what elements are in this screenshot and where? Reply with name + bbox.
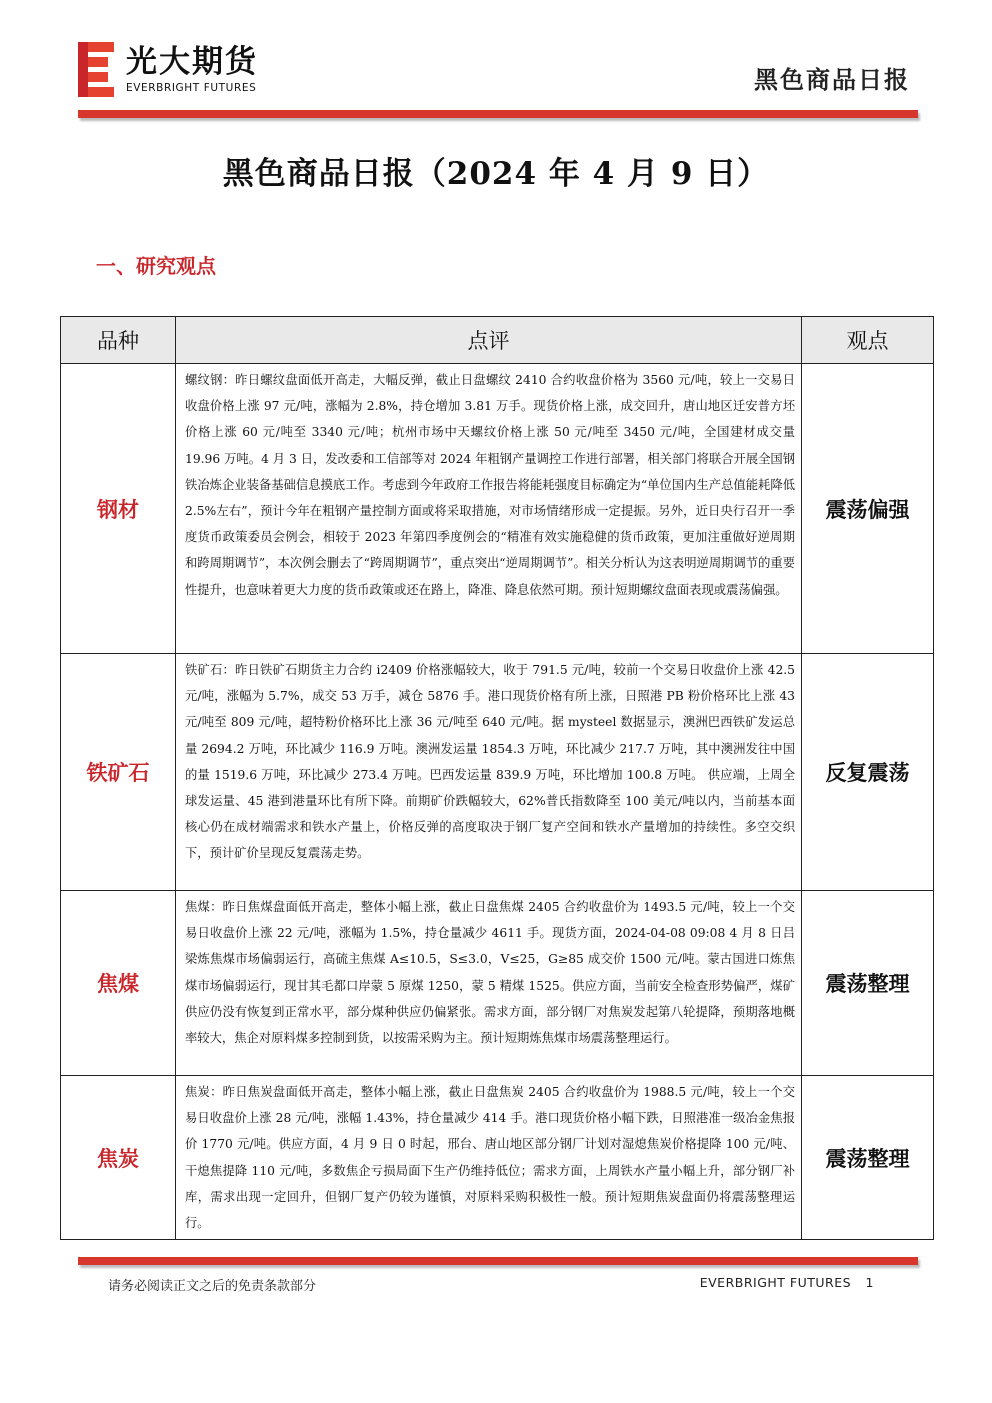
header-view: 观点	[802, 317, 934, 364]
table-header-row	[61, 317, 934, 364]
logo-text-cn: 光大期货	[126, 44, 258, 80]
footer-divider	[78, 1257, 918, 1265]
row-kind: 焦煤	[61, 891, 176, 1076]
table-row	[61, 891, 934, 1076]
footer-brand: EVERBRIGHT FUTURES	[699, 1275, 852, 1290]
section-title: 一、研究观点	[96, 254, 216, 278]
logo-text-en: EVERBRIGHT FUTURES	[126, 82, 257, 94]
page-number: 1	[865, 1275, 874, 1290]
row-comment: 焦煤：昨日焦煤盘面低开高走，整体小幅上涨，截止日盘焦煤 2405 合约收盘价为 1493.5 元/吨，较上一个交易日收盘价上涨 22 元/吨，涨幅为 1.5%，持仓量减少 4611 手。现货方面，2024-04-08 09:08 4 月 8 日吕梁炼焦煤市场偏弱运行，高硫主焦煤 A≤10.5，S≤3.0，V≤25，G≥85 成交价 1500 元/吨。蒙古国进口炼焦煤市场偏弱运行，现甘其毛都口岸蒙 5 原煤 1250，蒙 5 精煤 1525。供应方面，当前安全检查形势偏严，煤矿供应仍没有恢复到正常水平，部分煤种供应仍偏紧张。需求方面，部分钢厂对焦炭发起第八轮提降，预期落地概率较大，焦企对原料煤多控制到货，以按需采购为主。预计短期炼焦煤市场震荡整理运行。	[176, 891, 802, 1076]
row-view: 震荡整理	[802, 1076, 934, 1240]
row-comment: 螺纹钢：昨日螺纹盘面低开高走，大幅反弹，截止日盘螺纹 2410 合约收盘价格为 3560 元/吨，较上一交易日收盘价格上涨 97 元/吨，涨幅为 2.8%，持仓增加 3.81 万手。现货价格上涨，成交回升，唐山地区迁安普方坯价格上涨 60 元/吨至 3340 元/吨；杭州市场中天螺纹价格上涨 50 元/吨至 3450 元/吨，全国建材成交量 19.96 万吨。4 月 3 日，发改委和工信部等对 2024 年粗钢产量调控工作进行部署，相关部门将联合开展全国钢铁冶炼企业装备基础信息摸底工作。考虑到今年政府工作报告将能耗强度目标确定为“单位国内生产总值能耗降低 2.5%左右”，预计今年在粗钢产量控制方面或将采取措施，对市场情绪形成一定提振。另外，近日央行召开一季度货币政策委员会例会，相较于 2023 年第四季度例会的“精准有效实施稳健的货币政策，更加注重做好逆周期和跨周期调节”，本次例会删去了“跨周期调节”，重点突出“逆周期调节”。相关分析认为这表明逆周期调节的重要性提升，也意味着更大力度的货币政策或还在路上，降准、降息依然可期。预计短期螺纹盘面表现或震荡偏强。	[176, 364, 802, 654]
row-view: 反复震荡	[802, 654, 934, 891]
document-title: 黑色商品日报（2024 年 4 月 9 日）	[222, 156, 770, 192]
row-view: 震荡偏强	[802, 364, 934, 654]
header-divider	[78, 110, 918, 118]
footer-disclaimer: 请务必阅读正文之后的免责条款部分	[108, 1279, 317, 1294]
table-row	[61, 364, 934, 654]
row-kind: 焦炭	[61, 1076, 176, 1240]
header-report-name: 黑色商品日报	[754, 65, 910, 94]
row-kind: 钢材	[61, 364, 176, 654]
company-logo	[78, 42, 298, 102]
footer-brand-group	[700, 1275, 874, 1290]
research-view-table	[60, 316, 934, 1240]
everbright-logo-icon	[78, 42, 114, 98]
page-header	[0, 0, 992, 130]
table-row	[61, 654, 934, 891]
table-row	[61, 1076, 934, 1240]
header-kind: 品种	[61, 317, 176, 364]
row-kind: 铁矿石	[61, 654, 176, 891]
row-comment: 焦炭：昨日焦炭盘面低开高走，整体小幅上涨，截止日盘焦炭 2405 合约收盘价为 1988.5 元/吨，较上一个交易日收盘价上涨 28 元/吨，涨幅 1.43%，持仓量减少 414 手。港口现货价格小幅下跌，日照港准一级冶金焦报价 1770 元/吨。供应方面，4 月 9 日 0 时起，邢台、唐山地区部分钢厂计划对湿熄焦炭价格提降 100 元/吨、干熄焦提降 110 元/吨，多数焦企亏损局面下生产仍维持低位；需求方面，上周铁水产量小幅上升，部分钢厂补库，需求出现一定回升，但钢厂复产仍较为谨慎，对原料采购积极性一般。预计短期焦炭盘面仍将震荡整理运行。	[176, 1076, 802, 1240]
header-comment: 点评	[176, 317, 802, 364]
row-view: 震荡整理	[802, 891, 934, 1076]
row-comment: 铁矿石：昨日铁矿石期货主力合约 i2409 价格涨幅较大，收于 791.5 元/吨，较前一个交易日收盘价上涨 42.5 元/吨，涨幅为 5.7%，成交 53 万手，减仓 5876 手。港口现货价格有所上涨，日照港 PB 粉价格环比上涨 43 元/吨至 809 元/吨，超特粉价格环比上涨 36 元/吨至 640 元/吨。据 mysteel 数据显示，澳洲巴西铁矿发运总量 2694.2 万吨，环比减少 116.9 万吨。澳洲发运量 1854.3 万吨，环比减少 217.7 万吨，其中澳洲发往中国的量 1519.6 万吨，环比减少 273.4 万吨。巴西发运量 839.9 万吨，环比增加 100.8 万吨。 供应端，上周全球发运量、45 港到港量环比有所下降。前期矿价跌幅较大，62%普氏指数降至 100 美元/吨以内，当前基本面核心仍在成材端需求和铁水产量上，价格反弹的高度取决于钢厂复产空间和铁水产量增加的持续性。多空交织下，预计矿价呈现反复震荡走势。	[176, 654, 802, 891]
